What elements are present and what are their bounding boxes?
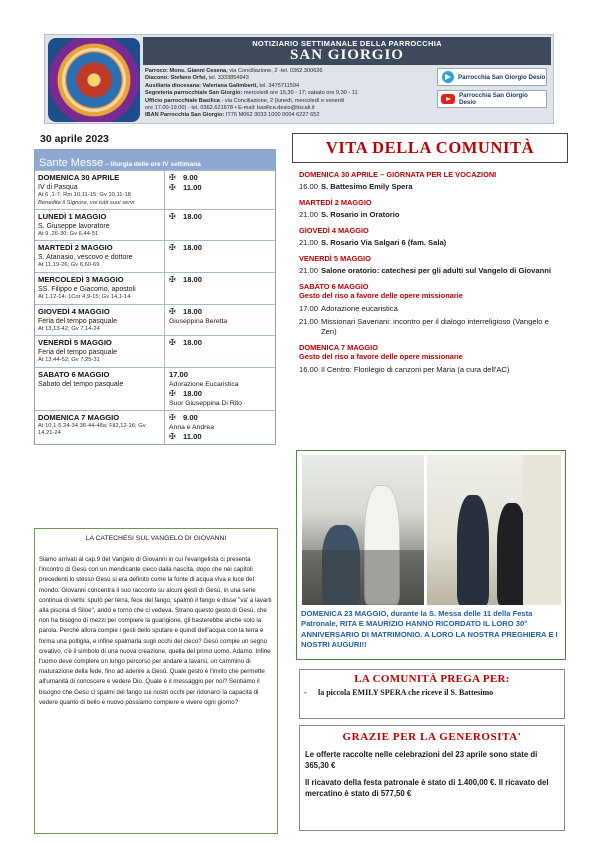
cross-icon: ✠ <box>169 431 176 441</box>
mass-feast: S. Giuseppe lavoratore <box>38 222 110 230</box>
cross-icon: ✠ <box>169 306 176 316</box>
mass-row <box>35 209 275 241</box>
event-day-subheading: Gesto del riso a favore delle opere missionarie <box>299 352 463 361</box>
mass-time-value: 9.00 <box>183 412 198 422</box>
mass-feast: IV di Pasqua <box>38 184 78 191</box>
mass-readings: At 6 ,1-7; Rm 10,11-15; Gv 10,11-18 <box>38 192 131 198</box>
mass-day-cell <box>35 368 165 410</box>
mass-intention: Suor Giuseppina Di Rito <box>169 399 242 407</box>
masthead-title-bar <box>143 37 551 65</box>
mass-time <box>169 183 271 193</box>
mass-readings: At 11,19-26; Gv 6,60-69 <box>38 262 100 269</box>
mass-times-cell <box>165 273 275 304</box>
masses-table-header <box>35 150 275 170</box>
contact-line <box>145 75 445 82</box>
mass-day-cell <box>35 241 165 272</box>
mass-day-cell <box>35 336 165 367</box>
contact-line <box>145 90 445 97</box>
event-item <box>299 210 565 220</box>
event-time: 17.00 <box>299 304 319 313</box>
mass-readings: At 9 ,26-30; Gv 6,44-51 <box>38 230 99 237</box>
prayer-item-text: la piccola EMILY SPERA che riceve il S. Battesimo <box>318 688 494 697</box>
mass-row <box>35 335 275 367</box>
mass-day-cell <box>35 305 165 336</box>
mass-day: GIOVEDÌ 4 MAGGIO <box>38 306 110 316</box>
parish-name: SAN GIORGIO <box>290 47 404 63</box>
generosity-box <box>299 725 565 831</box>
event-text: Salone oratorio: catechesi per gli adulti sul Vangelo di Giovanni <box>321 266 551 275</box>
mass-day-cell <box>35 210 165 241</box>
event-day-subheading: Gesto del riso a favore delle opere missionarie <box>299 291 463 300</box>
event-time: 16.00 <box>299 365 319 374</box>
mass-readings: At 13,13-42; Gv 7,14-24 <box>38 325 100 332</box>
mass-times-cell <box>165 241 275 272</box>
mass-readings: At 10,1-5.24-34.36-44-48a; Fil2,12-16; Gv 14,21-24 <box>38 422 146 437</box>
cross-icon: ✠ <box>169 173 176 182</box>
mass-day: MARTEDÌ 2 MAGGIO <box>38 243 113 253</box>
contact-label: IBAN Parrocchia San Giorgio: <box>145 112 225 119</box>
event-time: 16.00 <box>299 182 319 191</box>
contact-text: via Conciliazione, 2 -tel. 0362.300626 <box>227 68 323 74</box>
mass-row <box>35 304 275 336</box>
contact-label: Segreteria parrocchiale San Giorgio: <box>145 90 243 97</box>
photo-couple <box>427 455 561 605</box>
mass-row <box>35 170 275 209</box>
mass-blessing: Benedite il Signore, voi tutti suoi servi <box>38 199 135 206</box>
mass-times-cell <box>165 368 275 410</box>
event-text: S. Battesimo Emily Spera <box>321 182 413 191</box>
parish-contacts <box>145 68 445 120</box>
mass-time-value: 11.00 <box>183 431 202 441</box>
catechesi-text: Siamo arrivati al cap.9 del Vangelo di Giovanni in cui l'evangelista ci presenta l'incontro di Gesù con un mendicante cieco dalla nascita, dopo che nei capitoli precedenti lo stesso Gesù si era definito come la fonte di acqua viva e luce del mondo. Giovanni concentra il suo racconto su alcuni gesti di Gesù, in una serie continua di verbi: sputò per terra, fece del fango, spalmò il fango e disse "va' a lavarti alla piscina di Siloe", andò e tornò che ci vedeva. Strano questo gesto di Gesù, che non ha bisogno di mezzi per compiere la guarigione, gli basterebbe anche solo la parola. Perché allora compie i gesti dello sputare e quindi dell'acqua con la terra e forma una poltiglia, e infine spalmarla sugli occhi del cieco? Gesù compie un segno creativo, c'è il simbolo di una nuova creazione, quella del primo uomo, Adamo. Infine l'uomo deve compiere un lungo percorso per andare a lavarsi, un cammino di maturazione della fede, fino ad aderire a Gesù. Quale gesto è l'invito che permette all'umanità di conoscere e vedere Dio. Quale è il messaggio per noi? Sentiamo il bisogno che Gesù ci spalmi del fango sui nostri occhi per ridonarci la capacità di vedere quanto di bello e nuovo possiamo compiere e vivere ogni giorno? <box>39 556 272 706</box>
masses-table <box>34 149 276 445</box>
photo-caption: DOMENICA 23 MAGGIO, durante la S. Messa delle 11 della Festa Patronale, RITA E MAURIZIO HANNO RICORDATO IL LORO 30° ANNIVERSARIO DI MATRIMONIO. A LORO LA NOSTRA PREGHIERA E I NOSTRI AUGURI!! <box>301 609 558 650</box>
cross-icon: ✠ <box>169 183 176 192</box>
mass-time-value: 18.00 <box>183 306 203 316</box>
mass-feast: S. Atanasio, vescovo e dottore <box>38 254 133 262</box>
prayer-box <box>299 669 565 719</box>
contact-line <box>145 98 445 105</box>
vita-comunita-title: VITA DELLA COMUNITÀ <box>325 138 535 157</box>
event-item <box>299 304 565 314</box>
catechesi-box <box>34 528 278 834</box>
event-day-heading: GIOVEDÌ 4 MAGGIO <box>299 226 369 235</box>
mass-readings: At 13,44-52; Gv 7,25-31 <box>38 357 100 364</box>
mass-readings: At 1,12-14; 1Cor 4,9-15; Gv 14,1-14 <box>38 293 131 300</box>
mass-day: MERCOLEDÌ 3 MAGGIO <box>38 274 124 284</box>
anniversary-photo-box <box>296 450 566 660</box>
mass-times-cell <box>165 305 275 336</box>
contact-line <box>145 112 445 119</box>
mass-day: LUNEDÌ 1 MAGGIO <box>38 211 107 221</box>
telegram-label: Parrocchia San Giorgio Desio <box>458 73 546 81</box>
event-time: 21.00 <box>299 210 319 219</box>
contact-text: - via Conciliazione, 2 (lunedì, mercoledì e venerdì <box>219 97 345 104</box>
mass-feast: Feria del tempo pasquale <box>38 349 117 357</box>
newsletter-subtitle: NOTIZIARIO SETTIMANALE DELLA PARROCCHIA <box>252 39 442 48</box>
event-item <box>299 182 565 192</box>
mass-intention: Anna e Andrea <box>169 423 214 431</box>
mass-day-cell <box>35 411 165 444</box>
masthead-banner <box>44 34 554 124</box>
mass-feast: SS. Filippo e Giacomo, apostoli <box>38 285 136 293</box>
contact-label: Parroco: Mons. Gianni Cesena, <box>145 68 228 74</box>
masses-title: Sante Messe <box>39 157 104 169</box>
event-day-heading: DOMENICA 30 APRILE – GIORNATA PER LE VOCAZIONI <box>299 170 497 179</box>
event-day-heading: DOMENICA 7 MAGGIO <box>299 343 378 352</box>
youtube-link[interactable] <box>437 90 547 108</box>
generosity-title: GRAZIE PER LA GENEROSITA' <box>342 731 522 743</box>
event-item <box>299 365 565 375</box>
mass-day: VENERDÌ 5 MAGGIO <box>38 338 112 348</box>
adoration-time: 17.00 <box>169 369 189 379</box>
mass-times-cell <box>165 210 275 241</box>
telegram-icon <box>442 71 454 83</box>
event-item <box>299 238 565 248</box>
prayer-bullet: - <box>304 688 307 697</box>
mass-time <box>169 413 271 423</box>
event-text: S. Rosario in Oratorio <box>321 210 400 219</box>
event-day-heading: VENERDÌ 5 MAGGIO <box>299 254 371 263</box>
masses-subtitle: – liturgia delle ore IV settimana <box>103 161 201 168</box>
mass-time <box>169 338 271 348</box>
contact-line <box>145 105 445 112</box>
prayer-title: LA COMUNITÀ PREGA PER: <box>354 673 510 685</box>
prayer-item <box>300 688 564 698</box>
event-text: Missionari Saveriani: incontro per il dialogo interreligioso (Vangelo e Zen) <box>321 317 549 336</box>
event-time: 21.00 <box>299 317 319 326</box>
mass-time <box>169 243 271 253</box>
catechesi-title: LA CATECHESI SUL VANGELO DI GIOVANNI <box>85 535 227 542</box>
mass-time <box>169 389 271 399</box>
cross-icon: ✠ <box>169 243 176 253</box>
mass-row <box>35 410 275 444</box>
contact-label: Ausiliaria diocesana: Valeriana Galimberti, <box>145 82 258 89</box>
vita-comunita-banner <box>292 133 568 163</box>
contact-line <box>145 68 445 75</box>
telegram-link[interactable] <box>437 68 547 86</box>
mass-time-value: 18.00 <box>183 338 203 348</box>
adoration-label: Adorazione Eucaristica <box>169 380 239 388</box>
event-text: Il Centro: Florilegio di canzoni per Maria (a cura dell'AC) <box>321 365 510 374</box>
mass-time-value: 11.00 <box>183 183 202 192</box>
cross-icon: ✠ <box>169 388 176 398</box>
mass-time <box>169 173 271 183</box>
cross-icon: ✠ <box>169 338 176 348</box>
photo-blessing <box>302 455 424 605</box>
event-day-heading: SABATO 6 MAGGIO <box>299 282 369 291</box>
generosity-offerings: Le offerte raccolte nelle celebrazioni del 23 aprile sono state di 365,30 € <box>305 750 538 770</box>
youtube-icon <box>441 94 455 104</box>
mass-day: DOMENICA 30 APRILE <box>38 173 120 182</box>
contact-text: ore 17.00-19.00) - tel. 0362.621678 • E-mail: basilica.desio@tiscali.it <box>145 105 315 112</box>
mass-time-value: 18.00 <box>183 388 203 398</box>
mass-intention: Giuseppina Beretta <box>169 317 228 325</box>
mass-time <box>169 275 271 285</box>
mass-time <box>169 212 271 222</box>
mass-day: DOMENICA 7 MAGGIO <box>38 412 120 422</box>
event-time: 21.00 <box>299 266 319 275</box>
mass-times-cell <box>165 336 275 367</box>
event-item <box>299 266 565 276</box>
parish-logo-image <box>48 38 140 122</box>
event-time: 21.00 <box>299 238 319 247</box>
mass-time-value: 18.00 <box>183 243 203 253</box>
event-text: Adorazione eucaristica <box>321 304 398 313</box>
contact-line <box>145 83 445 90</box>
mass-day: SABATO 6 MAGGIO <box>38 369 110 379</box>
mass-row <box>35 272 275 304</box>
mass-time <box>169 432 271 442</box>
mass-day-cell <box>35 273 165 304</box>
contact-text: tel. 3475711594 <box>257 82 300 89</box>
mass-feast: Feria del tempo pasquale <box>38 317 117 325</box>
contact-label: Ufficio parrocchiale Basilica <box>145 97 220 104</box>
mass-time <box>169 307 271 317</box>
contact-text: tel. 3333854943 <box>207 75 249 82</box>
event-text: S. Rosario Via Salgari 6 (fam. Sala) <box>321 238 447 247</box>
mass-feast: Sabato del tempo pasquale <box>38 380 124 388</box>
youtube-label: Parrocchia San Giorgio Desio <box>459 92 528 106</box>
event-day-heading: MARTEDÌ 2 MAGGIO <box>299 198 372 207</box>
generosity-festival: Il ricavato della festa patronale è stato di 1.400,00 €. Il ricavato del mercatino è stato di 577,50 € <box>305 778 549 798</box>
contact-label: Diacono: Stefano Orfei, <box>145 75 208 82</box>
issue-date: 30 aprile 2023 <box>40 133 109 145</box>
mass-times-cell <box>165 171 275 209</box>
mass-row <box>35 367 275 410</box>
contact-text: mercoledì ore 15,30 - 17; sabato ore 9,30 - 11 <box>242 90 358 97</box>
mass-times-cell <box>165 411 275 444</box>
cross-icon: ✠ <box>169 412 176 422</box>
community-events <box>299 170 565 375</box>
contact-text: IT76 M062 3033 1000 0004 6227 652 <box>224 112 320 119</box>
cross-icon: ✠ <box>169 211 176 221</box>
mass-day-cell <box>35 171 165 209</box>
cross-icon: ✠ <box>169 274 176 284</box>
mass-time-value: 18.00 <box>183 274 203 284</box>
event-item <box>299 317 565 337</box>
mass-time-value: 9.00 <box>183 173 198 182</box>
mass-row <box>35 240 275 272</box>
mass-time-value: 18.00 <box>183 211 203 221</box>
